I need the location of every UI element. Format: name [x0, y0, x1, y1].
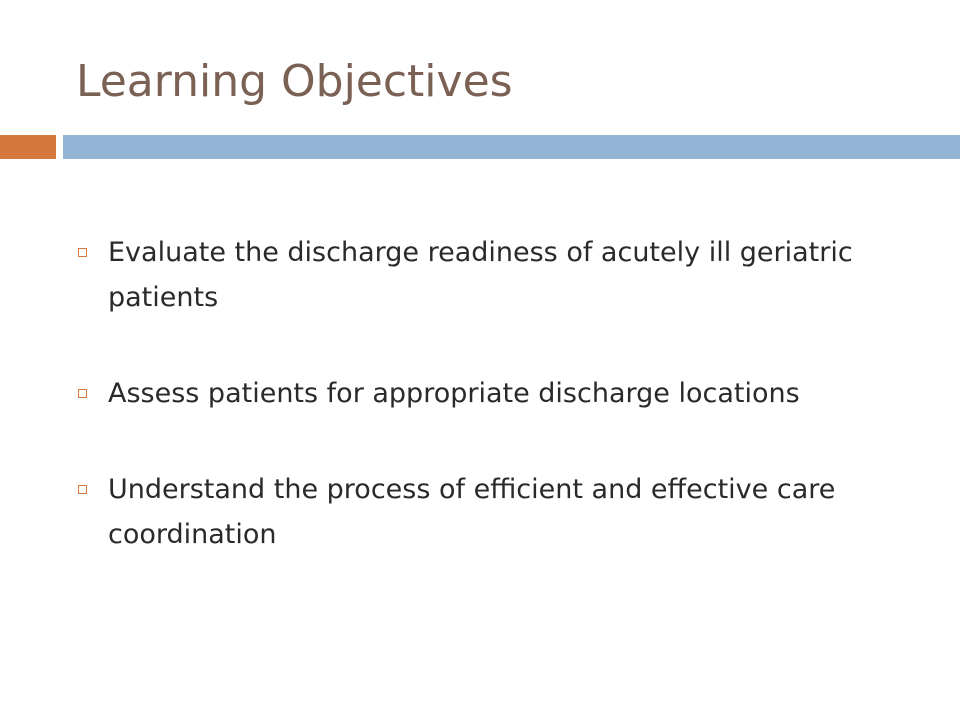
list-item	[75, 230, 905, 320]
list-item	[75, 371, 905, 416]
title-accent-bar	[0, 135, 56, 159]
hollow-square-bullet-icon	[78, 248, 87, 257]
list-item-text: Evaluate the discharge readiness of acutely ill geriatric patients	[108, 237, 853, 313]
list-item-text: Understand the process of efficient and effective care coordination	[108, 474, 836, 550]
list-item-text: Assess patients for appropriate discharge locations	[108, 378, 800, 409]
list-item	[75, 467, 905, 557]
hollow-square-bullet-icon	[78, 389, 87, 398]
hollow-square-bullet-icon	[78, 485, 87, 494]
title-divider-bar	[63, 135, 960, 159]
objectives-list	[75, 230, 905, 557]
slide-title: Learning Objectives	[76, 56, 513, 107]
